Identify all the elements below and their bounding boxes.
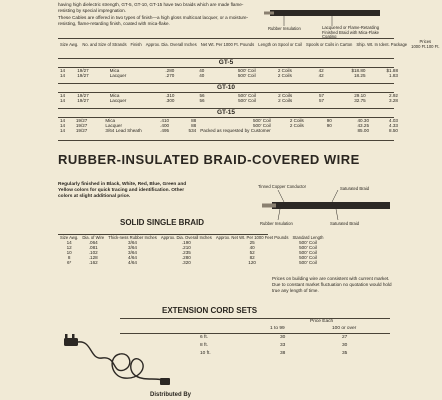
table-cell: .310: [165, 93, 175, 98]
table-cell: .235: [181, 250, 191, 255]
intro-text: [58, 2, 258, 28]
table-cell: [306, 128, 334, 133]
ext-top-rule: [120, 318, 390, 319]
ext-price-title: Price Each: [310, 319, 334, 324]
table-cell: 4/64: [128, 260, 137, 265]
table-cell: 88: [191, 123, 197, 128]
list-cell: 27: [342, 335, 348, 340]
ssb-table: [58, 235, 325, 265]
table-cell: 82: [249, 255, 255, 260]
table-cell: 12: [66, 245, 72, 250]
gt10-rows: [58, 93, 400, 103]
col-coils: Spools or Coils in Carton: [306, 41, 353, 47]
table-cell: 500' Coil: [299, 250, 317, 255]
ssb-col-weight: Approx. Net Wt. Per 1000 Feet Pounds: [215, 235, 289, 240]
table-cell: 4.33: [389, 123, 398, 128]
ssb-col-dia-overall: Approx. Dia. Overall Inches: [160, 235, 212, 240]
table-cell: Mica: [105, 118, 116, 123]
list-cell: 35: [342, 351, 348, 356]
table-cell: 500' Coil: [299, 245, 317, 250]
table-cell: 57: [318, 98, 325, 103]
list-cell: 8 ft.: [200, 343, 208, 348]
table-cell: 40.30: [357, 118, 369, 123]
table-cell: 2 Coils: [277, 73, 292, 78]
ssb-title: SOLID SINGLE BRAID: [120, 218, 205, 227]
table-cell: 3/64: [128, 245, 137, 250]
table-cell: 88: [191, 118, 197, 123]
table-cell: .081: [88, 245, 98, 250]
table-cell: 25: [249, 240, 255, 245]
table-cell: 534: [188, 128, 197, 133]
ssb-col-thickness: Thick-ness Rubber Inches: [108, 235, 157, 240]
table-cell: .190: [181, 240, 191, 245]
ssb-col-length: Standard Length: [292, 235, 324, 240]
table-cell: [273, 128, 306, 133]
table-cell: .162: [88, 260, 98, 265]
table-cell: 14: [60, 93, 66, 98]
col-size: Size Awg.: [60, 41, 79, 47]
table-cell: .280: [181, 255, 191, 260]
table-cell: $1.88: [386, 68, 398, 73]
table-cell: Mica: [109, 93, 120, 98]
price-head-1000: 1000 Ft.: [411, 44, 427, 49]
table-cell: .064: [88, 240, 98, 245]
label-tinned-conductor: Tinned Copper Conductor: [258, 184, 307, 189]
ssb-rows: [58, 240, 325, 265]
table-cell: Lacquer: [109, 73, 127, 78]
table-cell: 14: [60, 68, 66, 73]
table-cell: 19/27: [75, 118, 88, 123]
table-cell: 2 Coils: [278, 98, 293, 103]
list-cell: 6 ft.: [200, 335, 208, 340]
list-cell: 30: [342, 343, 348, 348]
gt15-rows: [58, 118, 400, 133]
ssb-col-dia-wire: Dia. of Wire: [82, 235, 105, 240]
table-cell: 19/27: [77, 98, 89, 103]
col-strands: No. and Size of Strands: [82, 41, 127, 47]
table-row: [58, 128, 400, 133]
table-cell: 56: [199, 98, 205, 103]
table-cell: 14: [60, 73, 66, 78]
gt-table-bottom-rule: [58, 140, 394, 141]
table-cell: 120: [248, 260, 256, 265]
ext-title: EXTENSION CORD SETS: [162, 306, 258, 315]
gt15-title: GT-15: [216, 109, 236, 116]
table-cell: 2 Coils: [278, 93, 293, 98]
label-saturated-braid-bottom: Saturated Braid: [330, 221, 360, 226]
table-cell: 19/27: [75, 128, 88, 133]
table-cell: 14: [60, 118, 66, 123]
gt-cable-table: [58, 39, 442, 49]
table-cell: .270: [165, 73, 175, 78]
main-title: RUBBER-INSULATED BRAID-COVERED WIRE: [58, 152, 360, 167]
table-cell: 90: [326, 118, 332, 123]
col-ship: Ship. Wt. In Ident. Package: [356, 41, 408, 47]
label-rubber-insulation-2: Rubber Insulation: [260, 221, 293, 226]
gt5-title: GT-5: [218, 59, 234, 66]
table-cell: Packed as requested by Customer: [200, 128, 271, 133]
table-cell: 500' Coil: [252, 118, 271, 123]
price-notes: Prices on building wire are consistent with current market. Due to constant market fluctuation no quotation would hold true any length of time.: [272, 276, 392, 293]
label-rubber-insulation: Rubber Insulation: [268, 26, 301, 31]
list-cell: 38: [280, 351, 286, 356]
table-cell: Lacquer: [109, 98, 127, 103]
table-cell: 90: [326, 123, 332, 128]
table-cell: 14: [60, 128, 66, 133]
prices-label: Prices: [419, 39, 432, 44]
table-cell: 10: [66, 250, 72, 255]
table-cell: 3/64 Lead Sheath: [105, 128, 142, 133]
table-cell: 14: [60, 98, 66, 103]
price-subheads: [411, 44, 439, 49]
table-cell: 2 Coils: [289, 123, 304, 128]
braid-description: Regularly finished in Black, White, Red, Blue, Green and Yellow colors for quick tracing and identification. Other colors at slight additional price.: [58, 182, 187, 199]
price-head-100: 100 Ft.: [426, 44, 440, 49]
ext-price-head-2: 100 or over: [332, 326, 357, 331]
table-cell: .495: [160, 128, 170, 133]
gt10-title: GT-10: [216, 84, 236, 91]
ssb-header: [58, 235, 325, 240]
table-cell: 500' Coil: [299, 260, 317, 265]
table-cell: 19/27: [77, 93, 89, 98]
table-cell: 2 Coils: [289, 118, 304, 123]
table-cell: 19/27: [75, 123, 88, 128]
extension-cord-illustration: [62, 330, 172, 386]
list-cell: 30: [280, 335, 286, 340]
table-cell: .320: [181, 260, 191, 265]
table-cell: 42: [318, 68, 324, 73]
ssb-col-size: Size Awg.: [60, 235, 79, 240]
table-cell: .280: [165, 68, 175, 73]
table-cell: .400: [160, 123, 170, 128]
table-cell: 40: [199, 73, 205, 78]
table-cell: 500' Coil: [299, 255, 317, 260]
list-cell: 33: [280, 343, 286, 348]
table-cell: 500' Coil: [238, 93, 256, 98]
table-cell: .210: [181, 245, 191, 250]
table-cell: 3/64: [128, 250, 137, 255]
table-cell: 500' Coil: [299, 240, 317, 245]
table-cell: 19/27: [77, 73, 89, 78]
table-cell: 8: [67, 255, 71, 260]
table-cell: 43.25: [357, 123, 369, 128]
table-cell: 57: [318, 93, 325, 98]
table-cell: 2.92: [389, 93, 398, 98]
table-cell: 40: [199, 68, 205, 73]
table-cell: 85.00: [357, 128, 369, 133]
intro-paragraph-1: having high dielectric strength, GT-5, GT-10, GT-15 have two braids which are made flame-resisting by special impregnation.: [58, 2, 244, 13]
table-cell: 52: [249, 250, 255, 255]
table-cell: 56: [199, 93, 205, 98]
table-cell: 3.28: [389, 98, 398, 103]
table-cell: 500' Coil: [238, 98, 256, 103]
gt5-rows: [58, 68, 400, 78]
table-cell: 6*: [66, 260, 72, 265]
table-cell: 29.10: [354, 93, 366, 98]
table-row: [58, 260, 325, 265]
table-cell: .128: [88, 255, 98, 260]
table-cell: 500' Coil: [252, 123, 271, 128]
table-cell: 8.50: [389, 128, 398, 133]
gt-cable-diagram: [262, 2, 392, 40]
table-cell: 500' Coil: [237, 73, 256, 78]
table-cell: 40: [249, 245, 255, 250]
list-cell: 10 ft.: [200, 351, 211, 356]
ext-price-head-1: 1 to 99: [270, 326, 285, 331]
label-lacquered-braid: Lacquered or Flame-Retarding Finished Braid with Mica-Flake Coating: [322, 25, 380, 40]
table-cell: 3/64: [128, 240, 137, 245]
table-cell: 14: [66, 240, 72, 245]
col-length: Length on Spool or Coil: [258, 41, 303, 47]
table-cell: 42: [318, 73, 324, 78]
table-cell: 18.25: [354, 73, 366, 78]
table-cell: 14: [60, 123, 66, 128]
intro-paragraph-2: These Cables are offered in two types of finish—a high gloss multicoat lacquer, or a moisture-resisting, flame-retarding finish, coated with mica-flake.: [58, 15, 249, 26]
table-cell: Lacquer: [105, 123, 123, 128]
col-weight: Net Wt. Per 1000 Ft. Pounds: [200, 41, 255, 47]
footer-distributed-by: Distributed By: [150, 392, 192, 398]
table-cell: .300: [165, 98, 175, 103]
table-cell: 19/27: [77, 68, 89, 73]
table-cell: .410: [160, 118, 170, 123]
table-cell: 1.83: [389, 73, 398, 78]
table-cell: .102: [88, 250, 98, 255]
table-cell: 4/64: [128, 255, 137, 260]
table-cell: 500' Coil: [237, 68, 256, 73]
braid-wire-diagram: [258, 180, 398, 230]
col-finish: Finish: [130, 41, 142, 47]
table-cell: 2 Coils: [277, 68, 292, 73]
table-cell: Mica: [109, 68, 120, 73]
table-row: [58, 98, 400, 103]
table-cell: 4.03: [389, 118, 398, 123]
table-cell: $18.80: [351, 68, 366, 73]
gt-table-header: [58, 39, 442, 49]
col-dia: Approx. Dia. Overall Inches: [145, 41, 197, 47]
table-row: [58, 73, 400, 78]
label-saturated-braid-top: Saturated Braid: [340, 186, 370, 191]
table-cell: 32.75: [354, 98, 366, 103]
col-prices: [409, 39, 441, 49]
